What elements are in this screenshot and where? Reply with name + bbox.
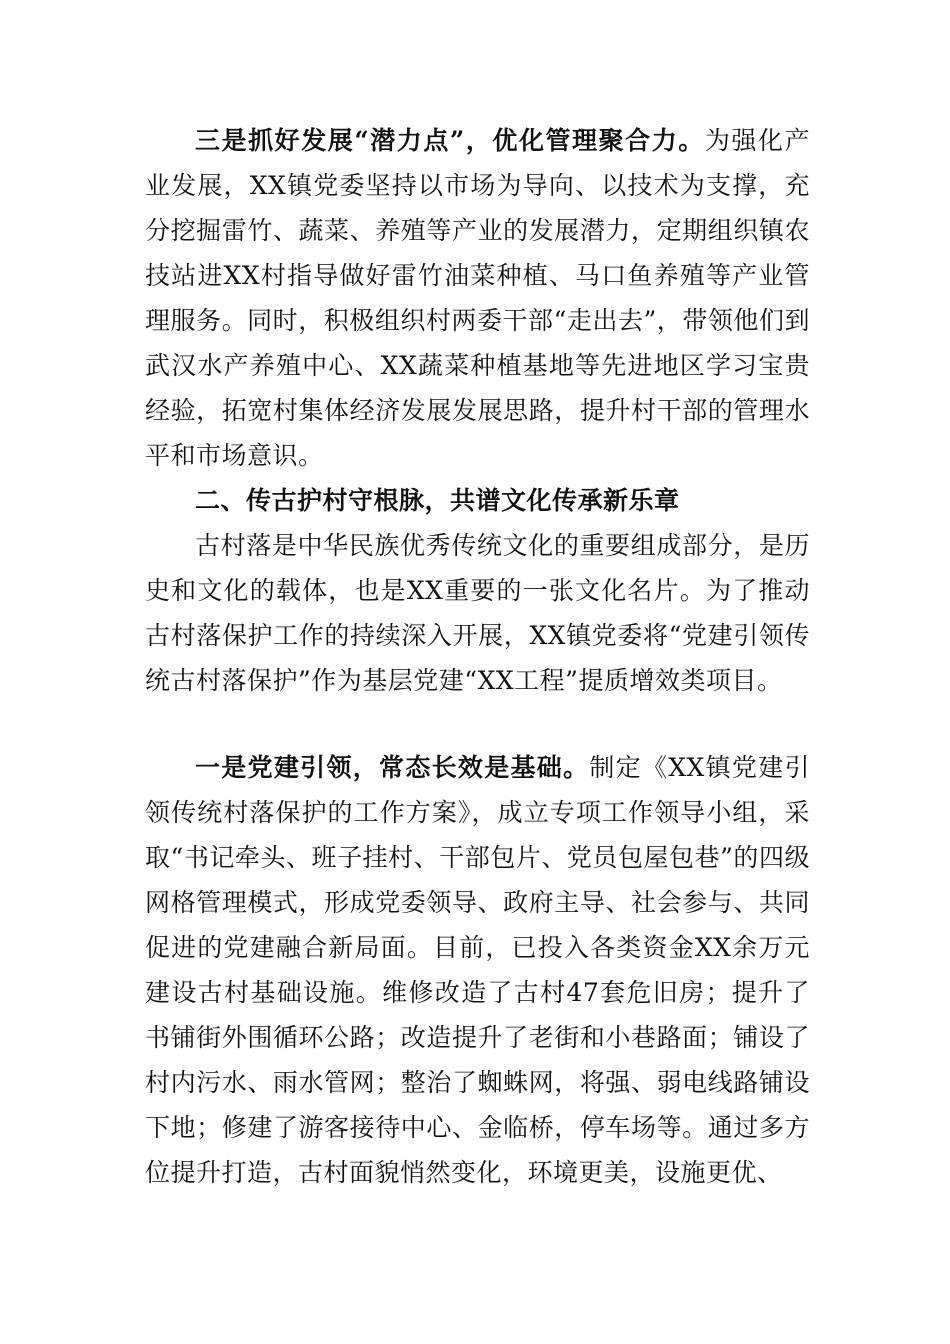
paragraph-party-leading [145,745,810,1195]
paragraph-body: 制定《XX镇党建引领传统村落保护的工作方案》，成立专项工作领导小组，采取“书记牵头、班子挂村、干部包片、党员包屋包巷”的四级网格管理模式，形成党委领导、政府主导、社会参与、共同促进的党建融合新局面。目前，已投入各类资金XX余万元建设古村基础设施。维修改造了古村47套危旧房；提升了书铺街外围循环公路；改造提升了老街和小巷路面；铺设了村内污水、雨水管网；整治了蜘蛛网，将强、弱电线路铺设下地；修建了游客接待中心、金临桥，停车场等。通过多方位提升打造，古村面貌悄然变化，环境更美，设施更优、 [145,753,810,1187]
paragraph-body: 为强化产业发展，XX镇党委坚持以市场为导向、以技术为支撑，充分挖掘雷竹、蔬菜、养殖等产业的发展潜力，定期组织镇农技站进XX村指导做好雷竹油菜种植、马口鱼养殖等产业管理服务。同时，积极组织村两委干部“走出去”，带领他们到武汉水产养殖中心、XX蔬菜种植基地等先进地区学习宝贵经验，拓宽村集体经济发展发展思路，提升村干部的管理水平和市场意识。 [145,126,810,470]
section-heading: 二、传古护村守根脉，共谱文化传承新乐章 [195,486,680,515]
paragraph-potential [145,118,810,478]
paragraph-lead: 三是抓好发展“潜力点”，优化管理聚合力。 [195,126,705,155]
paragraph-ancient-village: 古村落是中华民族优秀传统文化的重要组成部分，是历史和文化的载体，也是XX重要的一张文化名片。为了推动古村落保护工作的持续深入开展，XX镇党委将“党建引领传统古村落保护”作为基层党建“XX工程”提质增效类项目。 [145,531,810,695]
paragraph-lead: 一是党建引领，常态长效是基础。 [195,753,590,782]
